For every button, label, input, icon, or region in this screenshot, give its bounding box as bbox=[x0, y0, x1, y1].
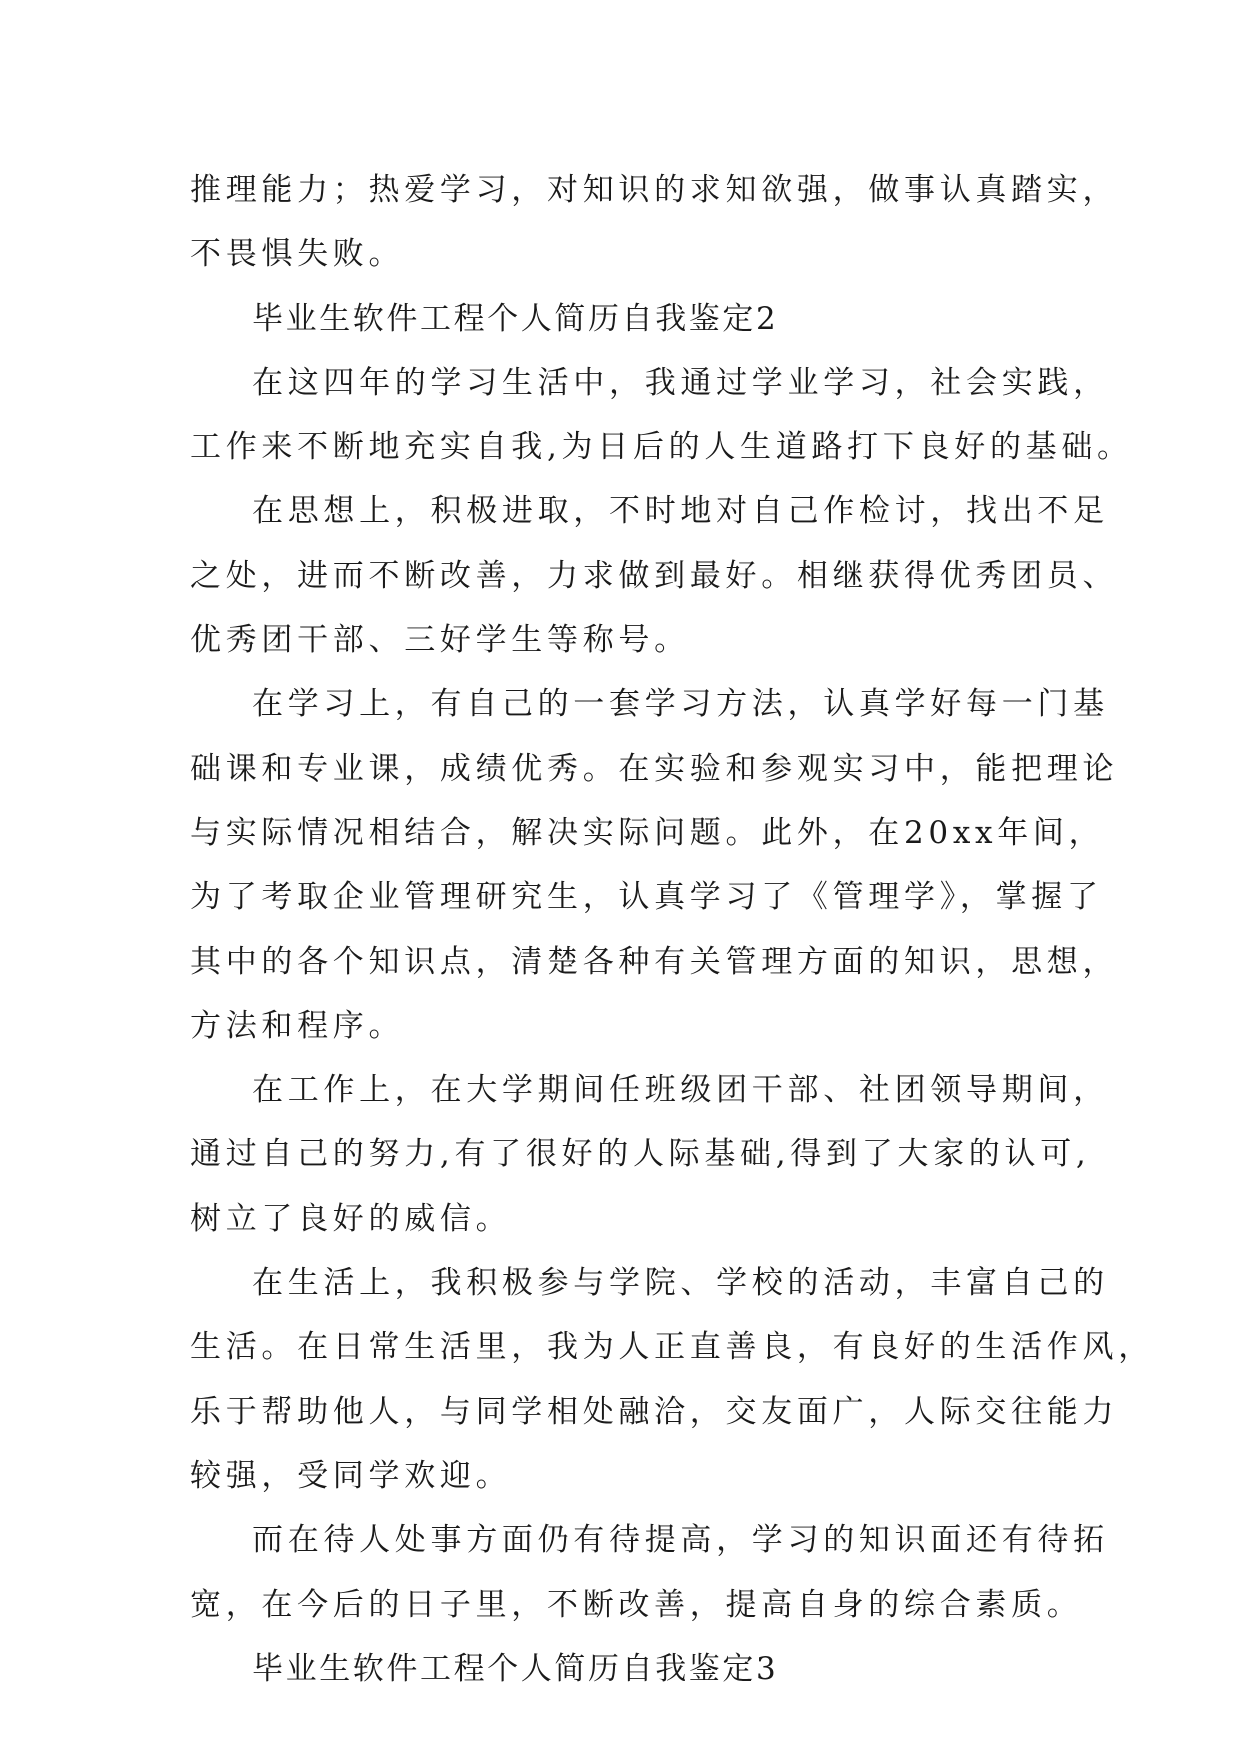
paragraph-line: 在工作上，在大学期间任班级团干部、社团领导期间， bbox=[252, 1072, 1109, 1109]
paragraph-line: 乐于帮助他人，与同学相处融洽，交友面广，人际交往能力 bbox=[190, 1393, 1119, 1430]
document-body bbox=[190, 158, 1154, 1701]
section-heading: 毕业生软件工程个人简历自我鉴定2 bbox=[252, 300, 779, 337]
paragraph-line: 在这四年的学习生活中，我通过学业学习，社会实践， bbox=[252, 364, 1109, 401]
paragraph-line: 为了考取企业管理研究生，认真学习了《管理学》，掌握了 bbox=[190, 879, 1103, 916]
paragraph-line: 宽，在今后的日子里，不断改善，提高自身的综合素质。 bbox=[190, 1586, 1083, 1623]
paragraph-line: 在思想上，积极进取，不时地对自己作检讨，找出不足 bbox=[252, 493, 1109, 530]
paragraph-line: 通过自己的努力,有了很好的人际基础,得到了大家的认可, bbox=[190, 1136, 1091, 1173]
paragraph-line: 不畏惧失败。 bbox=[190, 236, 405, 273]
paragraph-line: 优秀团干部、三好学生等称号。 bbox=[190, 622, 690, 659]
paragraph-line: 之处，进而不断改善，力求做到最好。相继获得优秀团员、 bbox=[190, 557, 1119, 594]
paragraph-line: 础课和专业课，成绩优秀。在实验和参观实习中，能把理论 bbox=[190, 750, 1119, 787]
section-heading: 毕业生软件工程个人简历自我鉴定3 bbox=[252, 1650, 779, 1687]
paragraph-line: 在学习上，有自己的一套学习方法，认真学好每一门基 bbox=[252, 686, 1109, 723]
paragraph-line: 其中的各个知识点，清楚各种有关管理方面的知识，思想， bbox=[190, 943, 1119, 980]
paragraph-line: 方法和程序。 bbox=[190, 1007, 405, 1044]
paragraph-line: 树立了良好的威信。 bbox=[190, 1200, 512, 1237]
paragraph-line: 较强，受同学欢迎。 bbox=[190, 1457, 512, 1494]
paragraph-line: 而在待人处事方面仍有待提高，学习的知识面还有待拓 bbox=[252, 1522, 1109, 1559]
paragraph-line: 生活。在日常生活里，我为人正直善良，有良好的生活作风， bbox=[190, 1329, 1154, 1366]
paragraph-line: 与实际情况相结合，解决实际问题。此外，在20xx年间， bbox=[190, 814, 1105, 851]
paragraph-line: 推理能力；热爱学习，对知识的求知欲强，做事认真踏实， bbox=[190, 172, 1119, 208]
paragraph-line: 工作来不断地充实自我,为日后的人生道路打下良好的基础。 bbox=[190, 429, 1133, 466]
paragraph-line: 在生活上，我积极参与学院、学校的活动，丰富自己的 bbox=[252, 1265, 1109, 1302]
